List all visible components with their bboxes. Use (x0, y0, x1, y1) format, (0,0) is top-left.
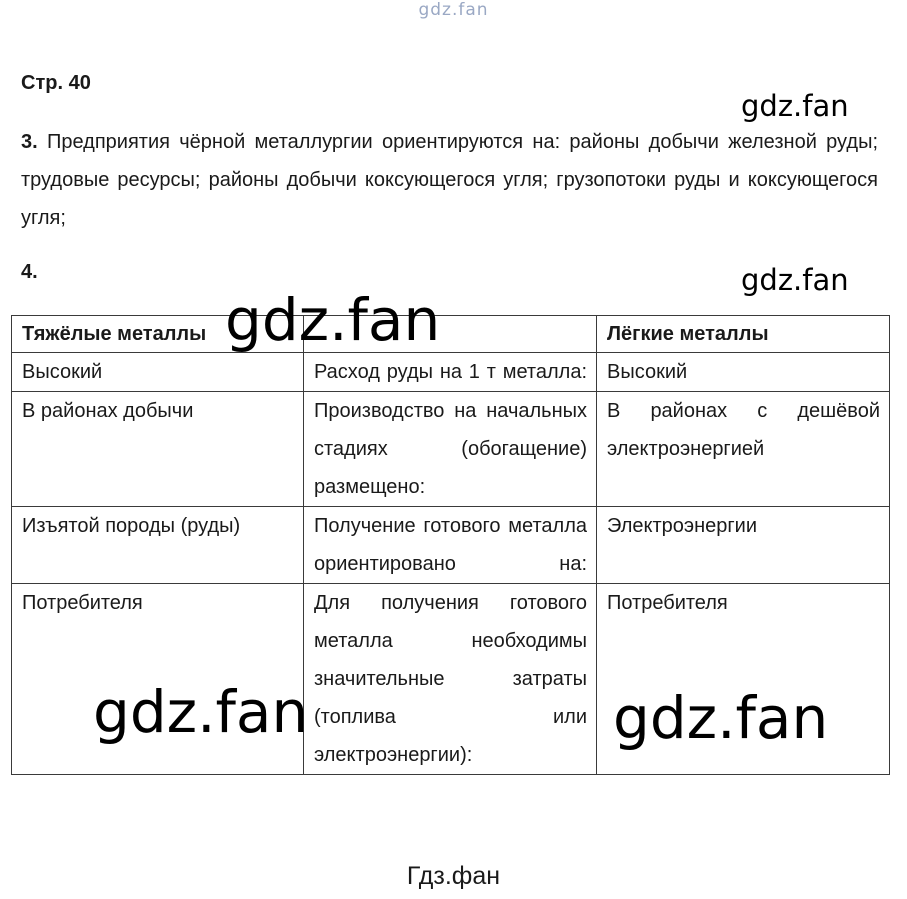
watermark: gdz.fan (93, 678, 309, 746)
task-3-number: 3. (21, 131, 38, 153)
cell-text: Расход руды на 1 т металла: (314, 361, 587, 383)
table-cell (597, 392, 890, 507)
table-row (12, 353, 890, 392)
watermark: gdz.fan (741, 263, 849, 297)
table-cell: Изъятой породы (руды) (12, 507, 304, 584)
table-row (12, 392, 890, 507)
watermark: gdz.fan (741, 89, 849, 123)
table-cell (304, 392, 597, 507)
cell-text: Получение готового металла ориентировано на: (314, 515, 587, 575)
table-cell (304, 584, 597, 775)
cell-text: В районах с дешёвой электроэнергией (607, 400, 880, 460)
caption: Гдз.фан (406, 862, 501, 890)
table-header-row (12, 316, 890, 353)
table-row (12, 507, 890, 584)
task-3-paragraph (21, 123, 878, 237)
header-cell-heavy: Тяжёлые металлы (12, 316, 304, 353)
table-cell: Высокий (12, 353, 304, 392)
task-3-text: Предприятия чёрной металлургии ориентируются на: районы добычи железной руды; трудовые ресурсы; районы добычи коксующегося угля; грузопотоки руды и коксующегося угля; (21, 131, 878, 229)
table-cell: Высокий (597, 353, 890, 392)
watermark: gdz.fan (225, 286, 441, 354)
cell-text: Производство на начальных стадиях (обогащение) размещено: (314, 400, 587, 498)
table-cell: Потребителя (12, 584, 304, 775)
page-label: Стр. 40 (21, 72, 91, 94)
header-cell-light: Лёгкие металлы (597, 316, 890, 353)
table-cell: Потребителя (597, 584, 890, 775)
watermark-top: gdz.fan (418, 0, 489, 20)
watermark: gdz.fan (613, 684, 829, 752)
task-4-number: 4. (21, 261, 38, 283)
table-cell (304, 353, 597, 392)
table-cell (304, 507, 597, 584)
table-cell: Электроэнергии (597, 507, 890, 584)
table-cell: В районах добычи (12, 392, 304, 507)
cell-text: Для получения готового металла необходимы значительные затраты (топлива или электроэнергии): (314, 592, 587, 766)
